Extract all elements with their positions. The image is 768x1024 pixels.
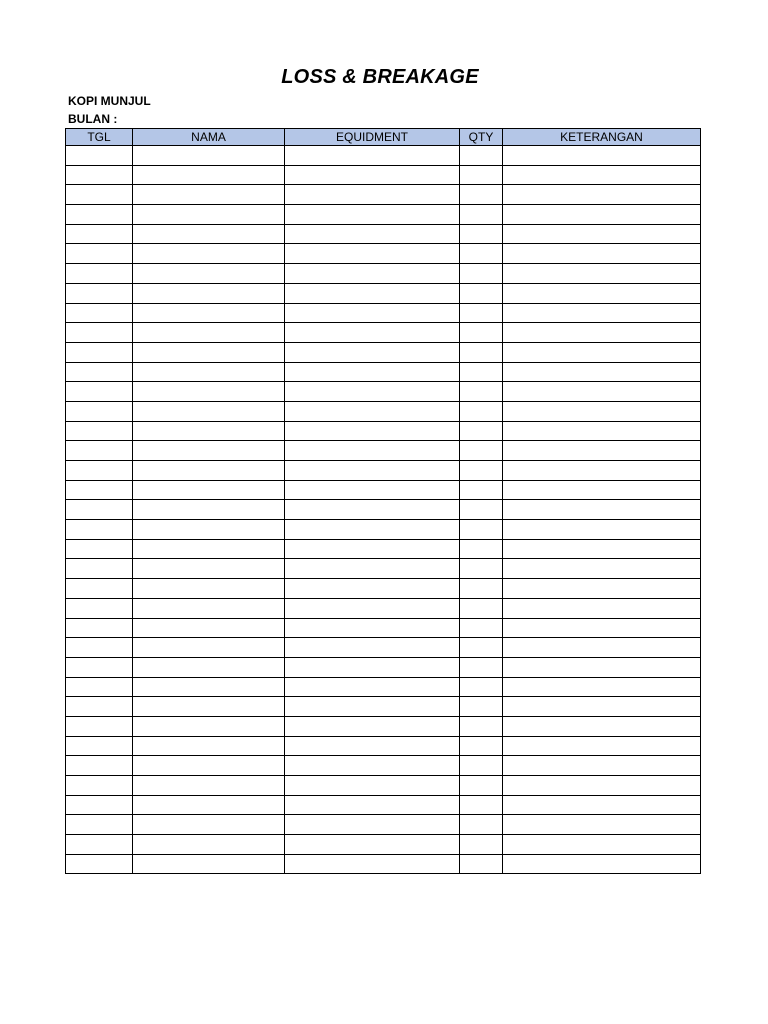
cell-equidment <box>285 559 460 579</box>
cell-nama <box>133 342 285 362</box>
cell-tgl <box>66 283 133 303</box>
table-row <box>66 244 701 264</box>
table-row <box>66 835 701 855</box>
cell-tgl <box>66 480 133 500</box>
cell-nama <box>133 283 285 303</box>
cell-equidment <box>285 598 460 618</box>
table-row <box>66 461 701 481</box>
cell-qty <box>460 480 503 500</box>
table-row <box>66 264 701 284</box>
cell-equidment <box>285 401 460 421</box>
cell-nama <box>133 657 285 677</box>
cell-tgl <box>66 185 133 205</box>
cell-tgl <box>66 401 133 421</box>
table-row <box>66 303 701 323</box>
cell-nama <box>133 382 285 402</box>
cell-qty <box>460 264 503 284</box>
cell-equidment <box>285 736 460 756</box>
cell-qty <box>460 441 503 461</box>
table-row <box>66 697 701 717</box>
table-header-row <box>66 129 701 146</box>
table-row <box>66 224 701 244</box>
cell-keterangan <box>503 618 701 638</box>
header-nama: NAMA <box>133 129 285 146</box>
cell-keterangan <box>503 559 701 579</box>
cell-tgl <box>66 441 133 461</box>
cell-qty <box>460 205 503 225</box>
cell-keterangan <box>503 756 701 776</box>
cell-keterangan <box>503 382 701 402</box>
cell-equidment <box>285 638 460 658</box>
cell-keterangan <box>503 421 701 441</box>
cell-nama <box>133 559 285 579</box>
cell-nama <box>133 776 285 796</box>
cell-tgl <box>66 520 133 540</box>
cell-qty <box>460 776 503 796</box>
cell-keterangan <box>503 500 701 520</box>
loss-breakage-table <box>65 128 701 874</box>
cell-keterangan <box>503 461 701 481</box>
cell-keterangan <box>503 323 701 343</box>
cell-qty <box>460 579 503 599</box>
cell-equidment <box>285 421 460 441</box>
cell-equidment <box>285 461 460 481</box>
table-row <box>66 362 701 382</box>
cell-tgl <box>66 736 133 756</box>
cell-tgl <box>66 461 133 481</box>
cell-qty <box>460 382 503 402</box>
cell-nama <box>133 421 285 441</box>
cell-equidment <box>285 756 460 776</box>
cell-equidment <box>285 244 460 264</box>
cell-tgl <box>66 716 133 736</box>
cell-keterangan <box>503 598 701 618</box>
cell-keterangan <box>503 244 701 264</box>
cell-nama <box>133 441 285 461</box>
table-row <box>66 401 701 421</box>
cell-tgl <box>66 579 133 599</box>
cell-nama <box>133 539 285 559</box>
table-row <box>66 185 701 205</box>
cell-equidment <box>285 185 460 205</box>
cell-qty <box>460 461 503 481</box>
cell-tgl <box>66 382 133 402</box>
cell-nama <box>133 303 285 323</box>
cell-keterangan <box>503 776 701 796</box>
table-row <box>66 716 701 736</box>
cell-keterangan <box>503 736 701 756</box>
table-row <box>66 736 701 756</box>
cell-tgl <box>66 638 133 658</box>
cell-nama <box>133 461 285 481</box>
cell-qty <box>460 657 503 677</box>
cell-keterangan <box>503 264 701 284</box>
cell-equidment <box>285 657 460 677</box>
cell-qty <box>460 677 503 697</box>
cell-equidment <box>285 362 460 382</box>
header-qty: QTY <box>460 129 503 146</box>
cell-equidment <box>285 815 460 835</box>
cell-keterangan <box>503 520 701 540</box>
table-row <box>66 146 701 166</box>
cell-nama <box>133 205 285 225</box>
cell-tgl <box>66 835 133 855</box>
cell-qty <box>460 224 503 244</box>
cell-tgl <box>66 539 133 559</box>
cell-qty <box>460 520 503 540</box>
cell-equidment <box>285 441 460 461</box>
cell-equidment <box>285 165 460 185</box>
cell-keterangan <box>503 303 701 323</box>
cell-tgl <box>66 264 133 284</box>
cell-qty <box>460 559 503 579</box>
cell-equidment <box>285 579 460 599</box>
table-row <box>66 441 701 461</box>
cell-equidment <box>285 618 460 638</box>
cell-equidment <box>285 835 460 855</box>
cell-keterangan <box>503 283 701 303</box>
cell-tgl <box>66 421 133 441</box>
cell-nama <box>133 500 285 520</box>
cell-qty <box>460 146 503 166</box>
cell-qty <box>460 638 503 658</box>
cell-keterangan <box>503 677 701 697</box>
cell-equidment <box>285 520 460 540</box>
cell-qty <box>460 165 503 185</box>
table-row <box>66 776 701 796</box>
table-row <box>66 815 701 835</box>
document-title: LOSS & BREAKAGE <box>281 66 479 88</box>
cell-qty <box>460 756 503 776</box>
cell-keterangan <box>503 835 701 855</box>
table-row <box>66 677 701 697</box>
header-equidment: EQUIDMENT <box>285 129 460 146</box>
table-row <box>66 421 701 441</box>
cell-qty <box>460 421 503 441</box>
cell-qty <box>460 244 503 264</box>
cell-qty <box>460 598 503 618</box>
cell-qty <box>460 323 503 343</box>
table-row <box>66 598 701 618</box>
cell-tgl <box>66 618 133 638</box>
cell-nama <box>133 323 285 343</box>
table-row <box>66 618 701 638</box>
cell-equidment <box>285 283 460 303</box>
cell-tgl <box>66 756 133 776</box>
cell-keterangan <box>503 205 701 225</box>
cell-tgl <box>66 795 133 815</box>
cell-nama <box>133 756 285 776</box>
cell-equidment <box>285 697 460 717</box>
cell-tgl <box>66 303 133 323</box>
cell-qty <box>460 283 503 303</box>
cell-nama <box>133 835 285 855</box>
cell-nama <box>133 618 285 638</box>
cell-equidment <box>285 500 460 520</box>
table-row <box>66 323 701 343</box>
table-row <box>66 520 701 540</box>
cell-keterangan <box>503 697 701 717</box>
company-name: KOPI MUNJUL <box>68 94 151 108</box>
table-row <box>66 500 701 520</box>
cell-equidment <box>285 677 460 697</box>
cell-tgl <box>66 776 133 796</box>
cell-qty <box>460 716 503 736</box>
table-row <box>66 382 701 402</box>
cell-equidment <box>285 205 460 225</box>
cell-nama <box>133 185 285 205</box>
table-row <box>66 638 701 658</box>
cell-keterangan <box>503 165 701 185</box>
cell-keterangan <box>503 638 701 658</box>
cell-equidment <box>285 264 460 284</box>
table-row <box>66 854 701 874</box>
cell-nama <box>133 224 285 244</box>
cell-tgl <box>66 677 133 697</box>
cell-tgl <box>66 165 133 185</box>
table-row <box>66 342 701 362</box>
cell-nama <box>133 579 285 599</box>
cell-keterangan <box>503 795 701 815</box>
cell-tgl <box>66 815 133 835</box>
cell-nama <box>133 598 285 618</box>
cell-keterangan <box>503 815 701 835</box>
cell-tgl <box>66 224 133 244</box>
cell-qty <box>460 401 503 421</box>
header-keterangan: KETERANGAN <box>503 129 701 146</box>
cell-nama <box>133 677 285 697</box>
cell-keterangan <box>503 362 701 382</box>
cell-qty <box>460 342 503 362</box>
cell-tgl <box>66 598 133 618</box>
cell-qty <box>460 362 503 382</box>
table-row <box>66 579 701 599</box>
cell-keterangan <box>503 146 701 166</box>
cell-qty <box>460 736 503 756</box>
cell-nama <box>133 401 285 421</box>
cell-equidment <box>285 303 460 323</box>
cell-equidment <box>285 224 460 244</box>
table-row <box>66 283 701 303</box>
table-row <box>66 205 701 225</box>
cell-tgl <box>66 146 133 166</box>
table-row <box>66 756 701 776</box>
cell-qty <box>460 185 503 205</box>
cell-equidment <box>285 382 460 402</box>
cell-tgl <box>66 342 133 362</box>
table-row <box>66 539 701 559</box>
cell-equidment <box>285 776 460 796</box>
cell-qty <box>460 500 503 520</box>
cell-nama <box>133 638 285 658</box>
cell-keterangan <box>503 401 701 421</box>
cell-qty <box>460 835 503 855</box>
cell-nama <box>133 480 285 500</box>
cell-tgl <box>66 205 133 225</box>
cell-nama <box>133 795 285 815</box>
month-label: BULAN : <box>68 112 118 126</box>
cell-tgl <box>66 697 133 717</box>
cell-qty <box>460 697 503 717</box>
cell-nama <box>133 165 285 185</box>
cell-nama <box>133 362 285 382</box>
cell-nama <box>133 815 285 835</box>
table-row <box>66 657 701 677</box>
cell-nama <box>133 520 285 540</box>
cell-tgl <box>66 559 133 579</box>
cell-keterangan <box>503 657 701 677</box>
cell-keterangan <box>503 224 701 244</box>
cell-nama <box>133 716 285 736</box>
cell-keterangan <box>503 480 701 500</box>
cell-qty <box>460 815 503 835</box>
cell-equidment <box>285 342 460 362</box>
cell-tgl <box>66 657 133 677</box>
cell-qty <box>460 854 503 874</box>
table-row <box>66 559 701 579</box>
cell-equidment <box>285 146 460 166</box>
table-row <box>66 165 701 185</box>
cell-keterangan <box>503 441 701 461</box>
cell-equidment <box>285 716 460 736</box>
cell-qty <box>460 539 503 559</box>
cell-equidment <box>285 323 460 343</box>
cell-tgl <box>66 323 133 343</box>
cell-qty <box>460 618 503 638</box>
cell-nama <box>133 697 285 717</box>
cell-keterangan <box>503 854 701 874</box>
cell-nama <box>133 264 285 284</box>
cell-nama <box>133 736 285 756</box>
cell-qty <box>460 795 503 815</box>
cell-keterangan <box>503 342 701 362</box>
cell-equidment <box>285 539 460 559</box>
cell-tgl <box>66 244 133 264</box>
cell-keterangan <box>503 539 701 559</box>
cell-qty <box>460 303 503 323</box>
cell-tgl <box>66 500 133 520</box>
cell-nama <box>133 854 285 874</box>
table-row <box>66 480 701 500</box>
cell-equidment <box>285 854 460 874</box>
cell-equidment <box>285 795 460 815</box>
cell-nama <box>133 244 285 264</box>
table-row <box>66 795 701 815</box>
cell-keterangan <box>503 716 701 736</box>
cell-keterangan <box>503 579 701 599</box>
cell-equidment <box>285 480 460 500</box>
table-body <box>66 146 701 874</box>
cell-nama <box>133 146 285 166</box>
cell-tgl <box>66 362 133 382</box>
cell-keterangan <box>503 185 701 205</box>
header-tgl: TGL <box>66 129 133 146</box>
cell-tgl <box>66 854 133 874</box>
